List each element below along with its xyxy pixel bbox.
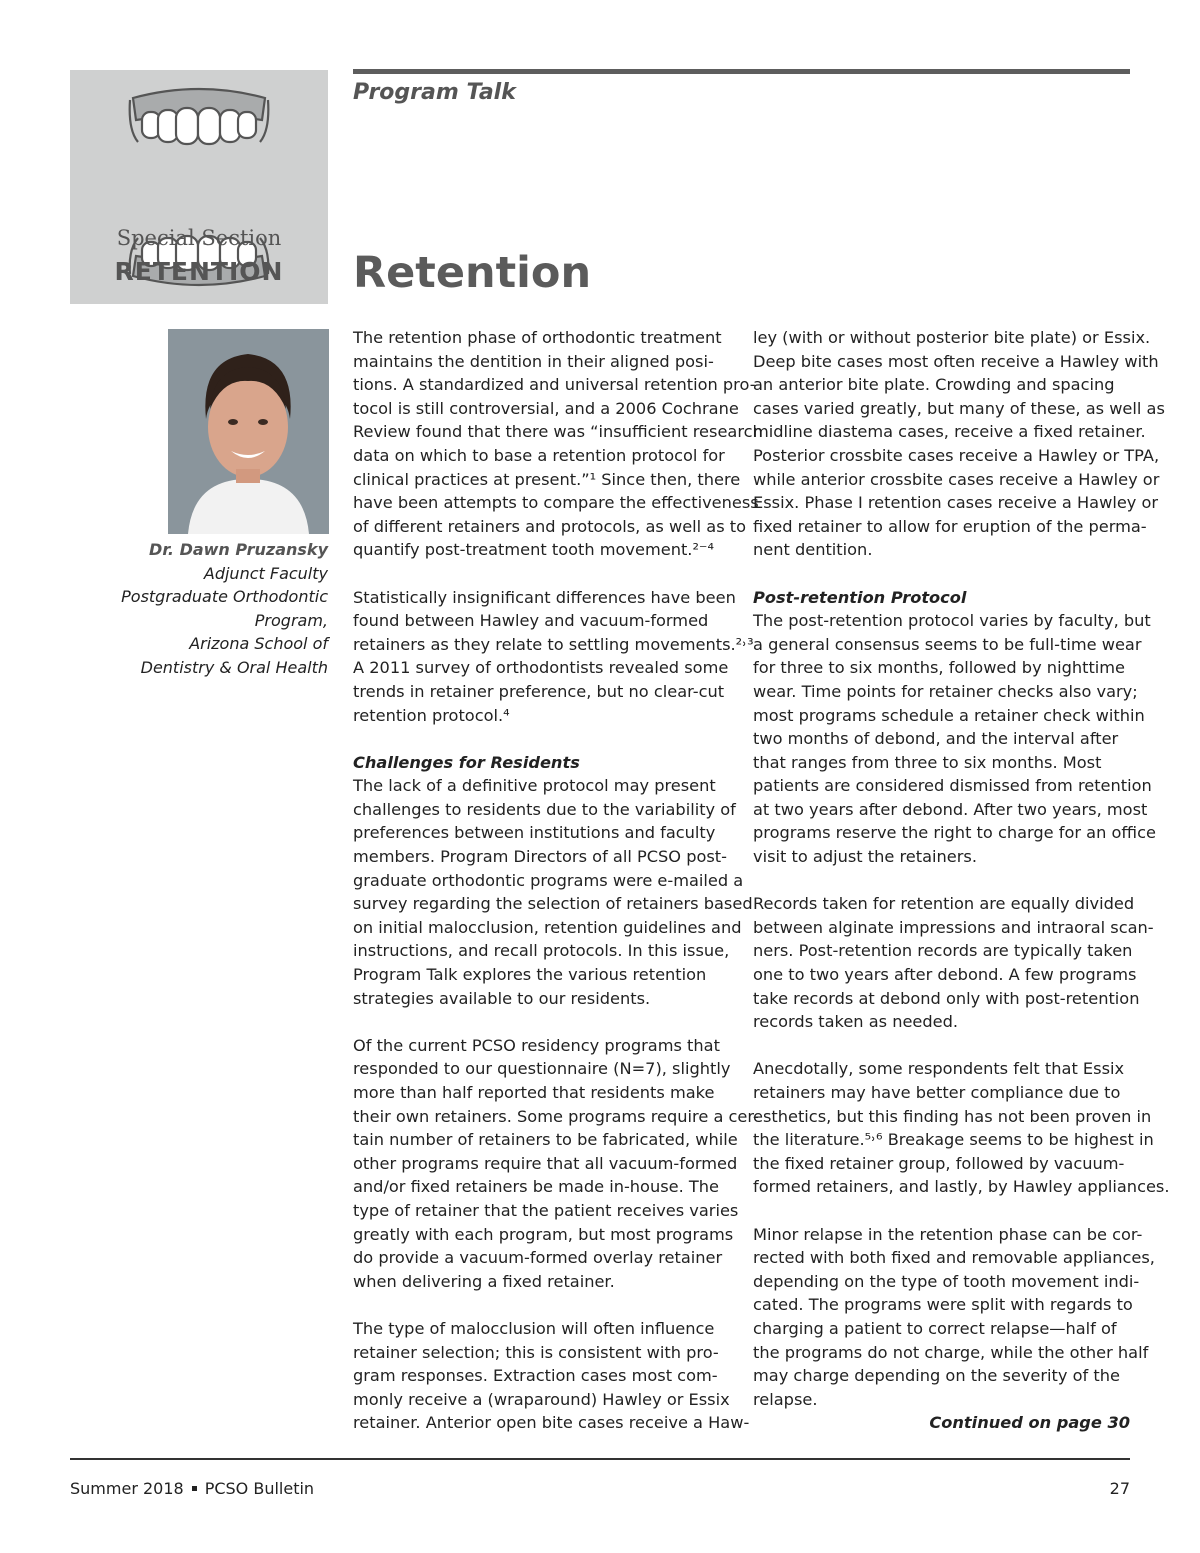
text-line: instructions, and recall protocols. In this issue,: [353, 941, 730, 961]
text-line: The type of malocclusion will often influence: [353, 1318, 715, 1338]
text-line: and/or fixed retainers be made in-house. The: [353, 1177, 720, 1197]
text-line: survey regarding the selection of retainers based: [353, 894, 753, 914]
footer-issue-date: Summer 2018: [70, 1479, 184, 1498]
footer-issue: [70, 1479, 314, 1498]
text-line: clinical practices at present.”¹ Since then, there: [353, 469, 741, 489]
text-line: that ranges from three to six months. Most: [753, 752, 1102, 772]
badge-subtitle: Special Section: [116, 226, 282, 250]
text-line: more than half reported that residents make: [353, 1083, 715, 1102]
text-line: Program Talk explores the various retention: [353, 965, 707, 985]
text-line: gram responses. Extraction cases most com-: [353, 1366, 718, 1386]
text-line: The retention phase of orthodontic treatment: [353, 328, 722, 347]
text-line: retainer selection; this is consistent with pro-: [353, 1342, 719, 1362]
text-line: may charge depending on the severity of the: [753, 1366, 1120, 1386]
text-line: rected with both fixed and removable appliances,: [753, 1248, 1155, 1268]
text-line: programs reserve the right to charge for an office: [753, 823, 1156, 843]
paragraph-gap: [353, 727, 739, 751]
text-line: quantify post-treatment tooth movement.²⁻⁴: [353, 540, 714, 560]
text-line: of different retainers and protocols, as well as to: [353, 516, 747, 536]
top-rule: [353, 69, 1130, 74]
text-line: cases varied greatly, but many of these, as well as: [753, 398, 1165, 418]
text-line: the programs do not charge, while the other half: [753, 1342, 1149, 1362]
text-line: have been attempts to compare the effectiveness: [353, 493, 759, 513]
body-column-right: [753, 326, 1170, 1435]
text-line: wear. Time points for retainer checks also vary;: [753, 681, 1138, 701]
text-line: the fixed retainer group, followed by vacuum-: [753, 1153, 1125, 1173]
text-line: Statistically insignificant differences have been: [353, 587, 736, 607]
paragraph-gap: [753, 869, 1139, 893]
text-line: depending on the type of tooth movement indi-: [753, 1271, 1140, 1291]
author-role: Adjunct Faculty: [203, 563, 328, 583]
footer-publication: PCSO Bulletin: [204, 1479, 315, 1498]
text-line: data on which to base a retention protocol for: [353, 445, 725, 465]
page-number: 27: [1109, 1479, 1130, 1498]
text-line: A 2011 survey of orthodontists revealed some: [353, 658, 729, 678]
text-line: the literature.⁵˒⁶ Breakage seems to be highest in: [753, 1130, 1154, 1150]
text-line: charging a patient to correct relapse—half of: [753, 1318, 1117, 1338]
text-line: one to two years after debond. A few programs: [753, 965, 1137, 985]
text-line: tocol is still controversial, and a 2006 Cochrane: [353, 398, 739, 418]
text-line: their own retainers. Some programs require a cer-: [353, 1106, 759, 1126]
paragraph-gap: [753, 562, 1139, 586]
text-line: an anterior bite plate. Crowding and spacing: [753, 375, 1115, 395]
text-line: nent dentition.: [753, 540, 873, 560]
paragraph-gap: [753, 1034, 1139, 1058]
section-label: Program Talk: [353, 80, 516, 105]
paragraph-gap: [353, 1010, 739, 1034]
text-line: Review found that there was “insufficient research: [353, 422, 763, 442]
text-line: take records at debond only with post-retention: [753, 988, 1140, 1008]
text-line: The post-retention protocol varies by faculty, but: [753, 611, 1151, 631]
author-photo: [168, 329, 329, 534]
special-section-badge: [70, 70, 328, 304]
author-name: Dr. Dawn Pruzansky: [149, 540, 328, 559]
text-line: retainers as they relate to settling movements.²˒³: [353, 634, 754, 654]
text-line: The lack of a definitive protocol may present: [353, 776, 716, 796]
text-line: two months of debond, and the interval after: [753, 729, 1119, 749]
section-heading: Challenges for Residents: [353, 752, 580, 772]
text-line: ners. Post-retention records are typically taken: [753, 941, 1133, 961]
section-heading: Post-retention Protocol: [753, 587, 967, 607]
paragraph-gap: [353, 562, 739, 586]
text-line: found between Hawley and vacuum-formed: [353, 611, 709, 631]
author-affiliation-line: Arizona School of: [189, 634, 328, 654]
text-line: while anterior crossbite cases receive a Hawley or: [753, 469, 1160, 489]
text-line: retainer. Anterior open bite cases receive a Haw-: [353, 1413, 750, 1433]
text-line: type of retainer that the patient receives varies: [353, 1200, 739, 1220]
text-line: strategies available to our residents.: [353, 988, 651, 1008]
article-title: Retention: [353, 248, 592, 298]
text-line: visit to adjust the retainers.: [753, 847, 977, 867]
text-line: members. Program Directors of all PCSO post-: [353, 847, 727, 867]
upper-teeth-icon: [130, 89, 269, 144]
text-line: formed retainers, and lastly, by Hawley appliances.: [753, 1177, 1170, 1197]
text-line: responded to our questionnaire (N=7), slightly: [353, 1059, 731, 1079]
text-line: cated. The programs were split with regards to: [753, 1295, 1133, 1315]
paragraph-gap: [353, 1293, 739, 1317]
author-caption: [60, 538, 328, 680]
text-line: maintains the dentition in their aligned posi-: [353, 351, 714, 371]
footer-rule: [70, 1458, 1130, 1460]
author-affiliation-line: Postgraduate Orthodontic Program,: [121, 587, 328, 630]
text-line: ley (with or without posterior bite plate) or Essix.: [753, 328, 1151, 347]
text-line: challenges to residents due to the variability of: [353, 799, 736, 819]
continued-note: Continued on page 30: [929, 1413, 1130, 1433]
text-line: Essix. Phase I retention cases receive a Hawley or: [753, 493, 1159, 513]
text-line: retainers may have better compliance due to: [753, 1083, 1121, 1102]
text-line: esthetics, but this finding has not been proven in: [753, 1106, 1152, 1126]
text-line: Anecdotally, some respondents felt that Essix: [753, 1059, 1125, 1079]
text-line: relapse.: [753, 1389, 818, 1409]
text-line: Records taken for retention are equally divided: [753, 894, 1135, 914]
text-line: Minor relapse in the retention phase can be cor-: [753, 1224, 1143, 1244]
text-line: patients are considered dismissed from retention: [753, 776, 1152, 796]
text-line: tain number of retainers to be fabricated, while: [353, 1130, 738, 1150]
text-line: tions. A standardized and universal retention pro-: [353, 375, 756, 395]
text-line: Deep bite cases most often receive a Hawley with: [753, 351, 1159, 371]
author-affiliation-line: Dentistry & Oral Health: [140, 657, 328, 677]
text-line: Posterior crossbite cases receive a Hawley or TPA,: [753, 445, 1160, 465]
text-line: a general consensus seems to be full-time wear: [753, 634, 1142, 654]
paragraph-gap: [753, 1199, 1139, 1223]
text-line: other programs require that all vacuum-formed: [353, 1153, 738, 1173]
text-line: monly receive a (wraparound) Hawley or Essix: [353, 1389, 730, 1409]
text-line: for three to six months, followed by nighttime: [753, 658, 1126, 678]
text-line: at two years after debond. After two years, most: [753, 799, 1148, 819]
text-line: greatly with each program, but most programs: [353, 1224, 734, 1244]
text-line: on initial malocclusion, retention guidelines and: [353, 917, 742, 937]
text-line: trends in retainer preference, but no clear-cut: [353, 681, 725, 701]
text-line: records taken as needed.: [753, 1012, 959, 1032]
text-line: Of the current PCSO residency programs that: [353, 1035, 720, 1055]
text-line: graduate orthodontic programs were e-mailed a: [353, 870, 744, 890]
footer-square-bullet-icon: [192, 1486, 197, 1491]
badge-title: RETENTION: [114, 257, 284, 286]
text-line: when delivering a fixed retainer.: [353, 1271, 615, 1291]
text-line: retention protocol.⁴: [353, 705, 510, 725]
text-line: preferences between institutions and faculty: [353, 823, 716, 843]
body-column-left: [353, 326, 763, 1435]
text-line: midline diastema cases, receive a fixed retainer.: [753, 422, 1146, 442]
text-line: most programs schedule a retainer check within: [753, 705, 1145, 725]
text-line: fixed retainer to allow for eruption of the perma-: [753, 516, 1147, 536]
text-line: between alginate impressions and intraoral scan-: [753, 917, 1154, 937]
text-line: do provide a vacuum-formed overlay retainer: [353, 1248, 723, 1268]
